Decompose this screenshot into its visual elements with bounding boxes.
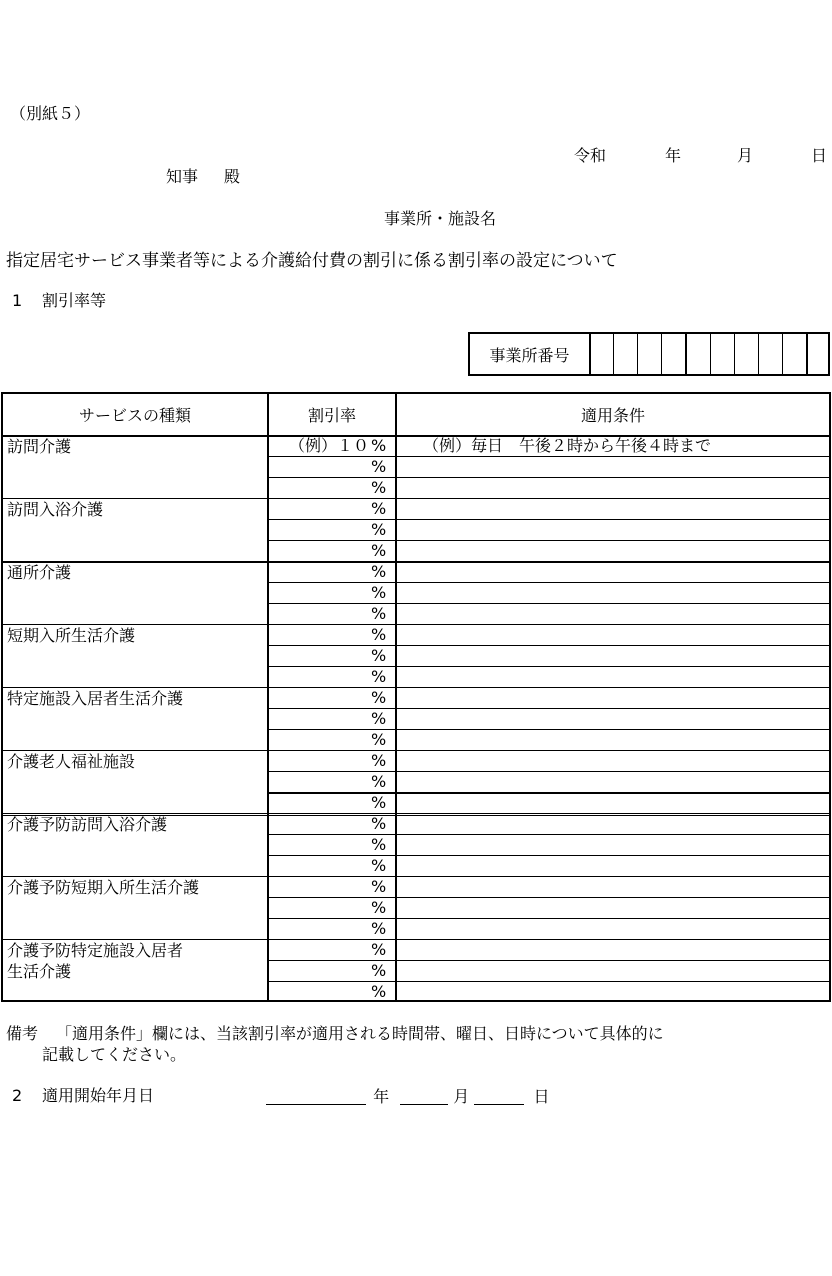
office-number-digit[interactable] — [806, 334, 808, 374]
service-type-name: 通所介護 — [7, 563, 72, 582]
office-number-digit[interactable] — [613, 334, 614, 374]
start-month-field[interactable] — [400, 1088, 448, 1105]
header-condition: 適用条件 — [580, 406, 645, 425]
percent-sign: % — [371, 688, 387, 707]
date-month: 月 — [737, 146, 754, 165]
document-title: 指定居宅サービス事業者等による介護給付費の割引に係る割引率の設定について — [6, 251, 618, 271]
discount-rate-cell[interactable] — [269, 456, 369, 477]
service-type-name: 介護予防短期入所生活介護 — [7, 878, 200, 897]
service-type-name: 訪問入浴介護 — [7, 500, 104, 519]
condition-cell[interactable] — [397, 960, 829, 981]
service-type-name: 介護予防特定施設入居者 — [7, 941, 184, 960]
percent-sign: % — [371, 457, 387, 476]
condition-cell[interactable] — [397, 918, 829, 939]
service-type-name-line2: 生活介護 — [7, 962, 72, 981]
service-type-name: 介護老人福祉施設 — [7, 752, 136, 771]
percent-sign: % — [371, 520, 387, 539]
section2-number: 2 — [12, 1086, 23, 1105]
discount-rate-cell[interactable] — [269, 582, 369, 603]
discount-rate-cell[interactable] — [269, 897, 369, 918]
discount-rate-cell[interactable] — [269, 624, 369, 645]
discount-rate-cell[interactable] — [269, 666, 369, 687]
start-year-unit: 年 — [373, 1087, 390, 1106]
condition-cell[interactable] — [397, 813, 829, 834]
condition-cell[interactable] — [397, 624, 829, 645]
discount-rate-table — [1, 392, 831, 1002]
office-number-digit[interactable] — [637, 334, 638, 374]
condition-cell[interactable] — [397, 771, 829, 792]
discount-rate-cell[interactable] — [269, 981, 369, 1002]
percent-sign: % — [371, 541, 387, 560]
percent-sign: % — [371, 982, 387, 1001]
discount-rate-cell[interactable] — [269, 687, 369, 708]
facility-name-label: 事業所・施設名 — [384, 209, 497, 228]
percent-sign: % — [371, 562, 387, 581]
note-line2: 記載してください。 — [42, 1045, 187, 1064]
percent-sign: % — [371, 814, 387, 833]
discount-rate-cell[interactable] — [269, 540, 369, 561]
condition-cell[interactable] — [397, 939, 829, 960]
section2-label: 適用開始年月日 — [42, 1086, 155, 1105]
note-label: 備考 — [6, 1024, 39, 1043]
discount-rate-cell[interactable] — [269, 519, 369, 540]
discount-rate-cell[interactable] — [269, 813, 369, 834]
condition-cell[interactable] — [397, 750, 829, 771]
service-type-name: 訪問介護 — [7, 437, 72, 456]
discount-rate-cell[interactable] — [269, 792, 369, 813]
percent-sign: % — [371, 604, 387, 623]
percent-sign: % — [371, 793, 387, 812]
start-day-field[interactable] — [474, 1088, 524, 1105]
discount-rate-cell[interactable] — [269, 750, 369, 771]
percent-sign: % — [371, 898, 387, 917]
start-day-unit: 日 — [533, 1087, 550, 1106]
date-line — [0, 148, 832, 166]
percent-sign: % — [371, 646, 387, 665]
date-era: 令和 — [574, 146, 607, 165]
percent-sign: % — [371, 667, 387, 686]
office-number-label: 事業所番号 — [470, 334, 591, 374]
condition-cell[interactable] — [397, 897, 829, 918]
condition-cell[interactable] — [397, 792, 829, 813]
office-number-digit[interactable] — [734, 334, 735, 374]
condition-cell[interactable] — [397, 855, 829, 876]
header-discount-rate: 割引率 — [307, 406, 356, 425]
addressee-honorific: 殿 — [224, 167, 241, 186]
example-condition: （例）毎日 午後２時から午後４時まで — [423, 436, 712, 455]
condition-cell[interactable] — [397, 456, 829, 477]
addressee-governor: 知事 — [166, 167, 199, 186]
discount-rate-cell[interactable] — [269, 834, 369, 855]
condition-cell[interactable] — [397, 582, 829, 603]
condition-cell[interactable] — [397, 561, 829, 582]
percent-sign: % — [371, 436, 387, 455]
section1-number: 1 — [12, 291, 23, 310]
discount-rate-cell[interactable] — [269, 645, 369, 666]
percent-sign: % — [371, 856, 387, 875]
percent-sign: % — [371, 730, 387, 749]
condition-cell[interactable] — [397, 687, 829, 708]
condition-cell[interactable] — [397, 981, 829, 1002]
service-type-name: 短期入所生活介護 — [7, 626, 136, 645]
percent-sign: % — [371, 583, 387, 602]
discount-rate-cell[interactable] — [269, 771, 369, 792]
office-number-digit[interactable] — [782, 334, 783, 374]
section1-label: 割引率等 — [42, 291, 107, 310]
condition-cell[interactable] — [397, 498, 829, 519]
start-year-field[interactable] — [266, 1088, 366, 1105]
discount-rate-cell[interactable] — [269, 729, 369, 750]
condition-cell[interactable] — [397, 540, 829, 561]
date-year: 年 — [665, 146, 682, 165]
discount-rate-cell[interactable] — [269, 918, 369, 939]
discount-rate-cell[interactable] — [269, 477, 369, 498]
condition-cell[interactable] — [397, 645, 829, 666]
date-day: 日 — [811, 146, 828, 165]
discount-rate-cell[interactable] — [269, 708, 369, 729]
percent-sign: % — [371, 877, 387, 896]
condition-cell[interactable] — [397, 603, 829, 624]
condition-cell[interactable] — [397, 519, 829, 540]
percent-sign: % — [371, 478, 387, 497]
discount-rate-cell[interactable] — [269, 876, 369, 897]
discount-rate-cell[interactable] — [269, 855, 369, 876]
service-type-name: 特定施設入居者生活介護 — [7, 689, 184, 708]
condition-cell[interactable] — [397, 477, 829, 498]
percent-sign: % — [371, 709, 387, 728]
service-type-name: 介護予防訪問入浴介護 — [7, 815, 168, 834]
office-number-digit[interactable] — [661, 334, 662, 374]
condition-cell[interactable] — [397, 729, 829, 750]
discount-rate-cell[interactable] — [269, 603, 369, 624]
header-service-type: サービスの種類 — [78, 406, 191, 425]
office-number-digit[interactable] — [758, 334, 759, 374]
start-date-fields — [266, 1088, 550, 1105]
office-number-box — [468, 332, 830, 376]
percent-sign: % — [371, 940, 387, 959]
example-rate: （例）１０ — [289, 436, 370, 455]
percent-sign: % — [371, 919, 387, 938]
discount-rate-cell[interactable] — [269, 960, 369, 981]
percent-sign: % — [371, 751, 387, 770]
start-month-unit: 月 — [453, 1087, 470, 1106]
condition-cell[interactable] — [397, 876, 829, 897]
annex-label: （別紙５） — [10, 104, 91, 123]
condition-cell[interactable] — [397, 666, 829, 687]
percent-sign: % — [371, 961, 387, 980]
percent-sign: % — [371, 772, 387, 791]
percent-sign: % — [371, 625, 387, 644]
discount-rate-cell[interactable] — [269, 561, 369, 582]
discount-rate-cell[interactable] — [269, 498, 369, 519]
percent-sign: % — [371, 499, 387, 518]
office-number-digit[interactable] — [710, 334, 711, 374]
discount-rate-cell[interactable] — [269, 939, 369, 960]
condition-cell[interactable] — [397, 834, 829, 855]
office-number-digit[interactable] — [685, 334, 687, 374]
note-line1: 「適用条件」欄には、当該割引率が適用される時間帯、曜日、日時について具体的に — [56, 1024, 664, 1043]
condition-cell[interactable] — [397, 708, 829, 729]
percent-sign: % — [371, 835, 387, 854]
